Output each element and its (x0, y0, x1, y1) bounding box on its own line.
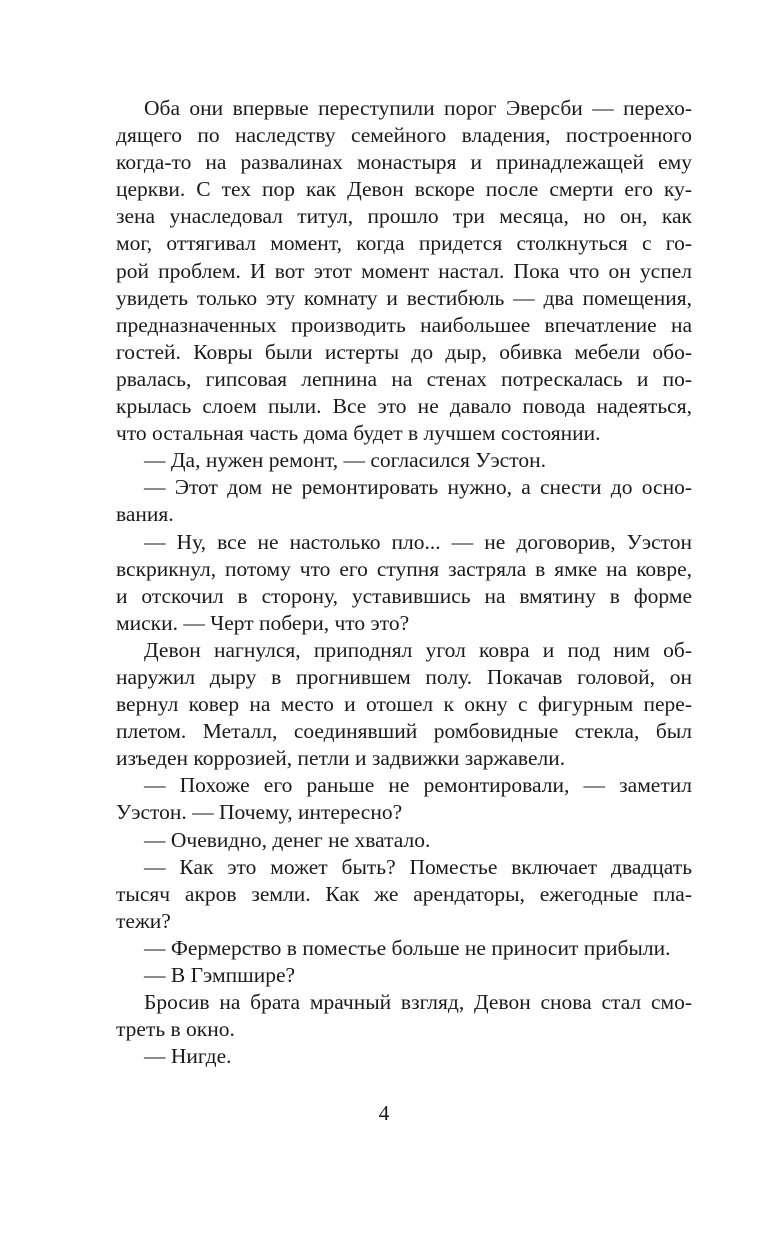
text-line: — Как это может быть? Поместье включает двадцать (144, 854, 692, 879)
page-number: 4 (378, 1101, 390, 1125)
text-line: наружил дыру в прогнившем полу. Покачав головой, он (116, 664, 692, 689)
text-line: Девон нагнулся, приподнял угол ковра и под ним об- (144, 637, 692, 662)
text-line: рой проблем. И вот этот момент настал. Пока что он успел (116, 258, 692, 283)
text-line: зена унаследовал титул, прошло три месяца, но он, как (116, 204, 692, 229)
text-line: крылась слоем пыли. Все это не давало повода надеяться, (116, 394, 692, 419)
text-line: — Нигде. (144, 1044, 232, 1069)
text-line: Уэстон. — Почему, интересно? (116, 800, 403, 825)
text-line: предназначенных производить наибольшее впечатление на (116, 312, 692, 337)
text-line: вернул ковер на место и отошел к окну с фигурным пере- (116, 692, 692, 717)
text-line: церкви. С тех пор как Девон вскоре после смерти его ку- (116, 177, 692, 202)
text-line: треть в окно. (116, 1017, 235, 1042)
text-line: — Ну, все не настолько пло... — не договорив, Уэстон (144, 529, 692, 554)
text-line: тысяч акров земли. Как же арендаторы, ежегодные пла- (116, 881, 692, 906)
text-line: — Да, нужен ремонт, — согласился Уэстон. (144, 448, 546, 473)
text-line: Бросив на брата мрачный взгляд, Девон снова стал смо- (144, 990, 692, 1015)
text-line: — Похоже его раньше не ремонтировали, — заметил (144, 773, 692, 798)
text-line: увидеть только эту комнату и вестибюль — два помещения, (116, 285, 692, 310)
text-line: тежи? (116, 908, 171, 933)
text-line: гостей. Ковры были истерты до дыр, обивка мебели обо- (116, 339, 692, 364)
body-text (116, 95, 692, 1070)
text-line: — Очевидно, денег не хватало. (144, 827, 431, 852)
text-line: Оба они впервые переступили порог Эверсби — перехо- (144, 96, 692, 120)
text-line: и отскочил в сторону, уставившись на вмятину в форме (116, 583, 692, 608)
text-line: изъеден коррозией, петли и задвижки заржавели. (116, 746, 566, 771)
text-line: дящего по наследству семейного владения, построенного (116, 123, 692, 148)
text-line: вания. (116, 502, 174, 527)
text-line: рвалась, гипсовая лепнина на стенах потрескалась и по- (116, 366, 692, 391)
text-line: мог, оттягивал момент, когда придется столкнуться с го- (116, 231, 692, 256)
text-line: что остальная часть дома будет в лучшем состоянии. (116, 421, 601, 446)
text-line: когда-то на развалинах монастыря и принадлежащей ему (116, 150, 692, 175)
text-line: — Фермерство в поместье больше не приносит прибыли. (144, 935, 671, 960)
text-line: миски. — Черт побери, что это? (116, 610, 410, 635)
text-line: плетом. Металл, соединявший ромбовидные стекла, был (116, 719, 692, 744)
text-line: вскрикнул, потому что его ступня застряла в ямке на ковре, (116, 556, 692, 581)
text-line: — Этот дом не ремонтировать нужно, а снести до осно- (144, 475, 692, 500)
text-line: — В Гэмпшире? (144, 963, 296, 987)
